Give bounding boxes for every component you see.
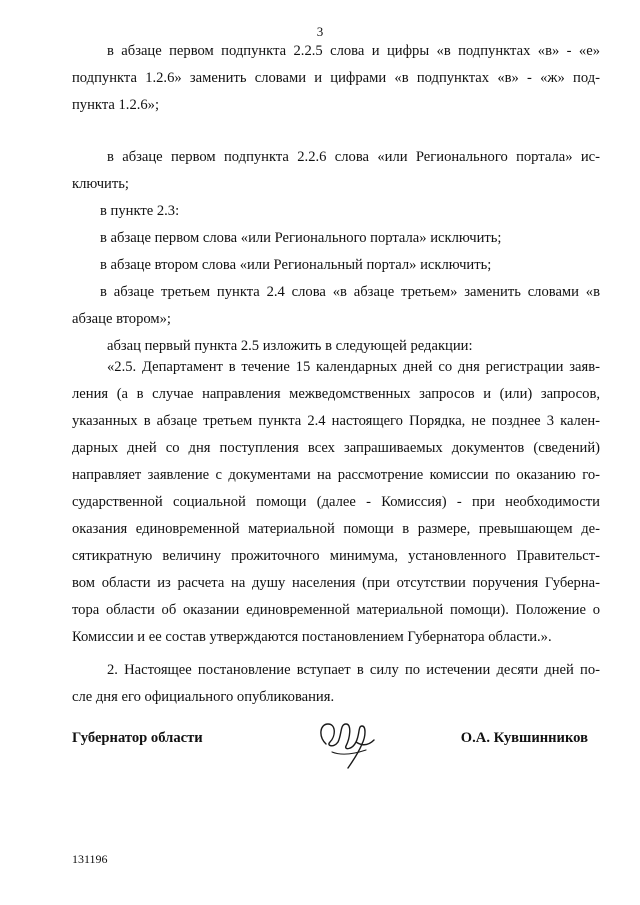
text-line: в абзаце третьем пункта 2.4 слова «в абзаце третьем» заменить словами «в bbox=[100, 284, 600, 300]
text-line: ключить; bbox=[72, 176, 129, 192]
text-line: «2.5. Департамент в течение 15 календарных дней со дня регистрации заяв- bbox=[107, 359, 600, 375]
text-line: абзаце втором»; bbox=[72, 311, 171, 327]
signatory-title: Губернатор области bbox=[72, 730, 203, 746]
text-line: сле дня его официального опубликования. bbox=[72, 689, 335, 705]
text-line: в пункте 2.3: bbox=[100, 203, 180, 219]
text-line: направляет заявление с документами на рассмотрение комиссии по оказанию го- bbox=[72, 467, 600, 483]
text-line: подпункта 1.2.6» заменить словами и цифрами «в подпунктах «в» - «ж» под- bbox=[72, 70, 600, 86]
text-line: в абзаце первом подпункта 2.2.6 слова «или Регионального портала» ис- bbox=[107, 149, 600, 165]
signatory-name: О.А. Кувшинников bbox=[460, 730, 588, 746]
text-line: указанных в абзаце третьем пункта 2.4 настоящего Порядка, не позднее 3 кален- bbox=[72, 413, 600, 429]
text-line: тора области об оказании единовременной материальной помощи). Положение о bbox=[72, 602, 600, 618]
handwritten-signature bbox=[312, 712, 382, 772]
text-line: сятикратную величину прожиточного минимума, установленного Правительст- bbox=[72, 548, 600, 564]
text-line: оказания единовременной материальной помощи в размере, превышающем де- bbox=[72, 521, 600, 537]
text-line: дарных дней со дня поступления всех запрашиваемых документов (сведений) bbox=[72, 440, 600, 456]
text-line: ления (а в случае направления межведомственных запросов и (или) запросов, bbox=[72, 386, 600, 402]
text-line: пункта 1.2.6»; bbox=[72, 97, 160, 113]
text-line: в абзаце втором слова «или Региональный портал» исключить; bbox=[100, 257, 492, 273]
signature-block bbox=[72, 718, 600, 778]
text-line: в абзаце первом слова «или Регионального портала» исключить; bbox=[100, 230, 502, 246]
text-line: абзац первый пункта 2.5 изложить в следующей редакции: bbox=[107, 338, 473, 354]
document-code: 131196 bbox=[72, 852, 108, 866]
text-line: Комиссии и ее состав утверждаются постановлением Губернатора области.». bbox=[72, 629, 552, 645]
text-line: в абзаце первом подпункта 2.2.5 слова и цифры «в подпунктах «в» - «е» bbox=[107, 43, 600, 59]
text-line: вом области из расчета на душу населения (при отсутствии поручения Губерна- bbox=[72, 575, 600, 591]
page-number: 3 bbox=[316, 24, 324, 39]
text-line: 2. Настоящее постановление вступает в силу по истечении десяти дней по- bbox=[107, 662, 600, 678]
text-line: сударственной социальной помощи (далее - Комиссия) - при необходимости bbox=[72, 494, 600, 510]
